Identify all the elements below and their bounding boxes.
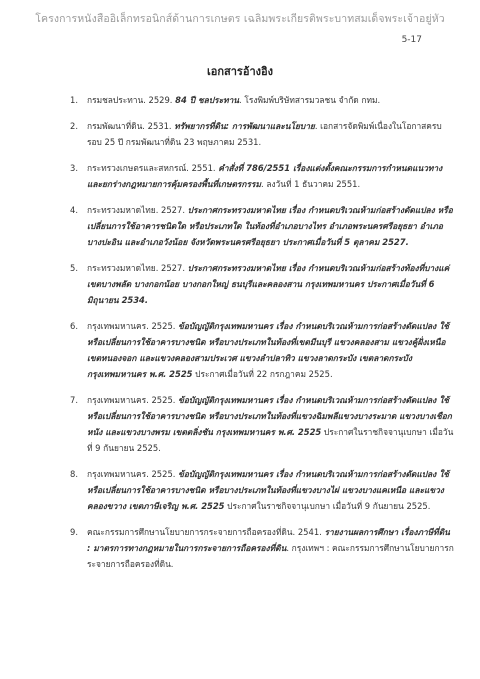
- reference-item: [70, 392, 454, 456]
- reference-number: 1.: [70, 95, 78, 105]
- reference-title: ประกาศกระทรวงมหาดไทย เรื่อง กำหนดบริเวณห้ามก่อสร้าง: [187, 263, 404, 273]
- reference-item: [70, 202, 454, 250]
- reference-number: 4.: [70, 205, 78, 215]
- page-number: 5-17: [401, 35, 422, 45]
- reference-item: [70, 260, 454, 308]
- reference-details: . ลงวันที่ 1 ธันวาคม 2551.: [261, 179, 361, 189]
- reference-author-year: กรมพัฒนาที่ดิน. 2531.: [87, 121, 175, 131]
- reference-details: . เอกสารจัดพิมพ์เนื่องในโอกาสครบรอบ 25 ปี กรมพัฒนาที่ดิน 23 พฤษภาคม 2531.: [87, 121, 442, 147]
- reference-author-year: กรุงเทพมหานคร. 2525.: [87, 395, 179, 405]
- reference-item: [70, 524, 454, 572]
- reference-author-year: กรุงเทพมหานคร. 2525.: [87, 321, 179, 331]
- reference-details: . โรงพิมพ์บริษัทสารมวลชน จำกัด กทม.: [239, 95, 381, 105]
- page-title: เอกสารอ้างอิง: [207, 65, 273, 78]
- reference-number: 2.: [70, 121, 78, 131]
- reference-title: ข้อบัญญัติกรุงเทพมหานคร เรื่อง กำหนดบริเวณห้ามการก่อสร้างดัดแปลง ใช้หรือเปลี่ยนการใช้อาคารบางชนิด หรือบางประเภทในท้องที่เขตมีนบุรี แขวงคลองสาม แขวงคู้ฝั่งเหนือ เขตหนองจอก และแขวงคลองสามประเวศ แขวงลำปลาทิว แขวงลาดกระบัง เขตลาดกระบัง กรุงเทพมหานคร พ.ศ. 2525: [87, 321, 449, 379]
- reference-number: 9.: [70, 527, 78, 537]
- reference-title: ข้อบัญญัติกรุงเทพมหานคร เรื่อง กำหนดบริเวณห้ามการก่อสร้างดัดแปลง ใช้หรือเปลี่ยนการใช้อาคารบางชนิด หรือบางประเภทในท้องที่แขวงบางไผ่ แขวงบางแคเหนือ และแขวงคลองขวาง เขตภาษีเจริญ พ.ศ. 2525: [87, 469, 449, 511]
- reference-details: ท้องที่บางแค่ เขตบางพลัด บางกอกน้อย บางกอกใหญ่ ธนบุรีและคลองสาน กรุงเทพมหานคร ประกาศเมื่อวันที่ 6 มิถุนายน 2534.: [87, 263, 450, 305]
- reference-number: 3.: [70, 163, 78, 173]
- reference-item: [70, 318, 454, 382]
- reference-details: ประกาศเมื่อวันที่ 22 กรกฎาคม 2525.: [192, 369, 333, 379]
- reference-author-year: กระทรวงมหาดไทย. 2527.: [87, 205, 188, 215]
- reference-title: คำสั่งที่ 786/2551 เรื่องแต่งตั้งคณะกรรมการกำหนดแนวทางและยกร่างกฎหมายการคุ้มครองพื้นที่เกษตรกรรม: [87, 163, 443, 189]
- reference-details: ประกาศในราชกิจจานุเบกษา เมื่อวันที่ 9 กันยายน 2525.: [224, 501, 431, 511]
- running-header: โครงการหนังสืออิเล็กทรอนิกส์ด้านการเกษตร เฉลิมพระเกียรติพระบาทสมเด็จพระเจ้าอยู่หัว: [35, 13, 445, 25]
- reference-details: . กรุงเทพฯ : คณะกรรมการศึกษานโยบายการกระจายการถือครองที่ดิน.: [87, 543, 454, 569]
- reference-author-year: คณะกรรมการศึกษานโยบายการกระจายการถือครองที่ดิน. 2541.: [87, 527, 325, 537]
- reference-item: [70, 466, 454, 514]
- reference-author-year: กระทรวงเกษตรและสหกรณ์. 2551.: [87, 163, 219, 173]
- reference-author-year: กรมชลประทาน. 2529.: [87, 95, 176, 105]
- reference-item: [70, 160, 454, 192]
- reference-item: [70, 118, 454, 150]
- reference-author-year: กระทรวงมหาดไทย. 2527.: [87, 263, 188, 273]
- reference-number: 7.: [70, 395, 78, 405]
- reference-title: ทรัพยากรที่ดิน: การพัฒนาและนโยบาย: [174, 121, 315, 131]
- reference-number: 5.: [70, 263, 78, 273]
- reference-title: ข้อบัญญัติกรุงเทพมหานคร เรื่อง กำหนดบริเวณห้ามการก่อสร้างดัดแปลง ใช้หรือเปลี่ยนการใช้อาคารบางชนิด หรือบางประเภทในท้องที่แขวงฉิมพลีแขวงบางระมาด แขวงบางเชือกหนัง และแขวงบางพรม เขตตลิ่งชัน กรุงเทพมหานคร พ.ศ. 2525: [87, 395, 452, 437]
- reference-number: 6.: [70, 321, 78, 331]
- reference-number: 8.: [70, 469, 78, 479]
- reference-list: [70, 93, 454, 582]
- reference-details: ประกาศในราชกิจจานุเบกษา เมื่อวันที่ 9 กันยายน 2525.: [87, 427, 454, 453]
- reference-item: [70, 93, 454, 108]
- reference-title: รายงานผลการศึกษา เรื่องภาษีที่ดิน : มาตรการทางกฎหมายในการกระจายการถือครองที่ดิน: [87, 527, 450, 553]
- reference-title: ประกาศกระทรวงมหาดไทย เรื่อง กำหนดบริเวณห้ามก่อสร้างดัดแปลง หรือเปลี่ยนการใช้อาคารชนิดใด หรือประเภทใด ในท้องที่อำเภอบางไทร อำเภอพระนครศรีอยุธยา อำเภอบางปะอิน และอำเภอวังน้อย จังหวัดพระนครศรีอยุธยา ประกาศเมื่อวันที่ 5 ตุลาคม 2527.: [87, 205, 453, 247]
- reference-title: 84 ปี ชลประทาน: [175, 95, 240, 105]
- reference-author-year: กรุงเทพมหานคร. 2525.: [87, 469, 179, 479]
